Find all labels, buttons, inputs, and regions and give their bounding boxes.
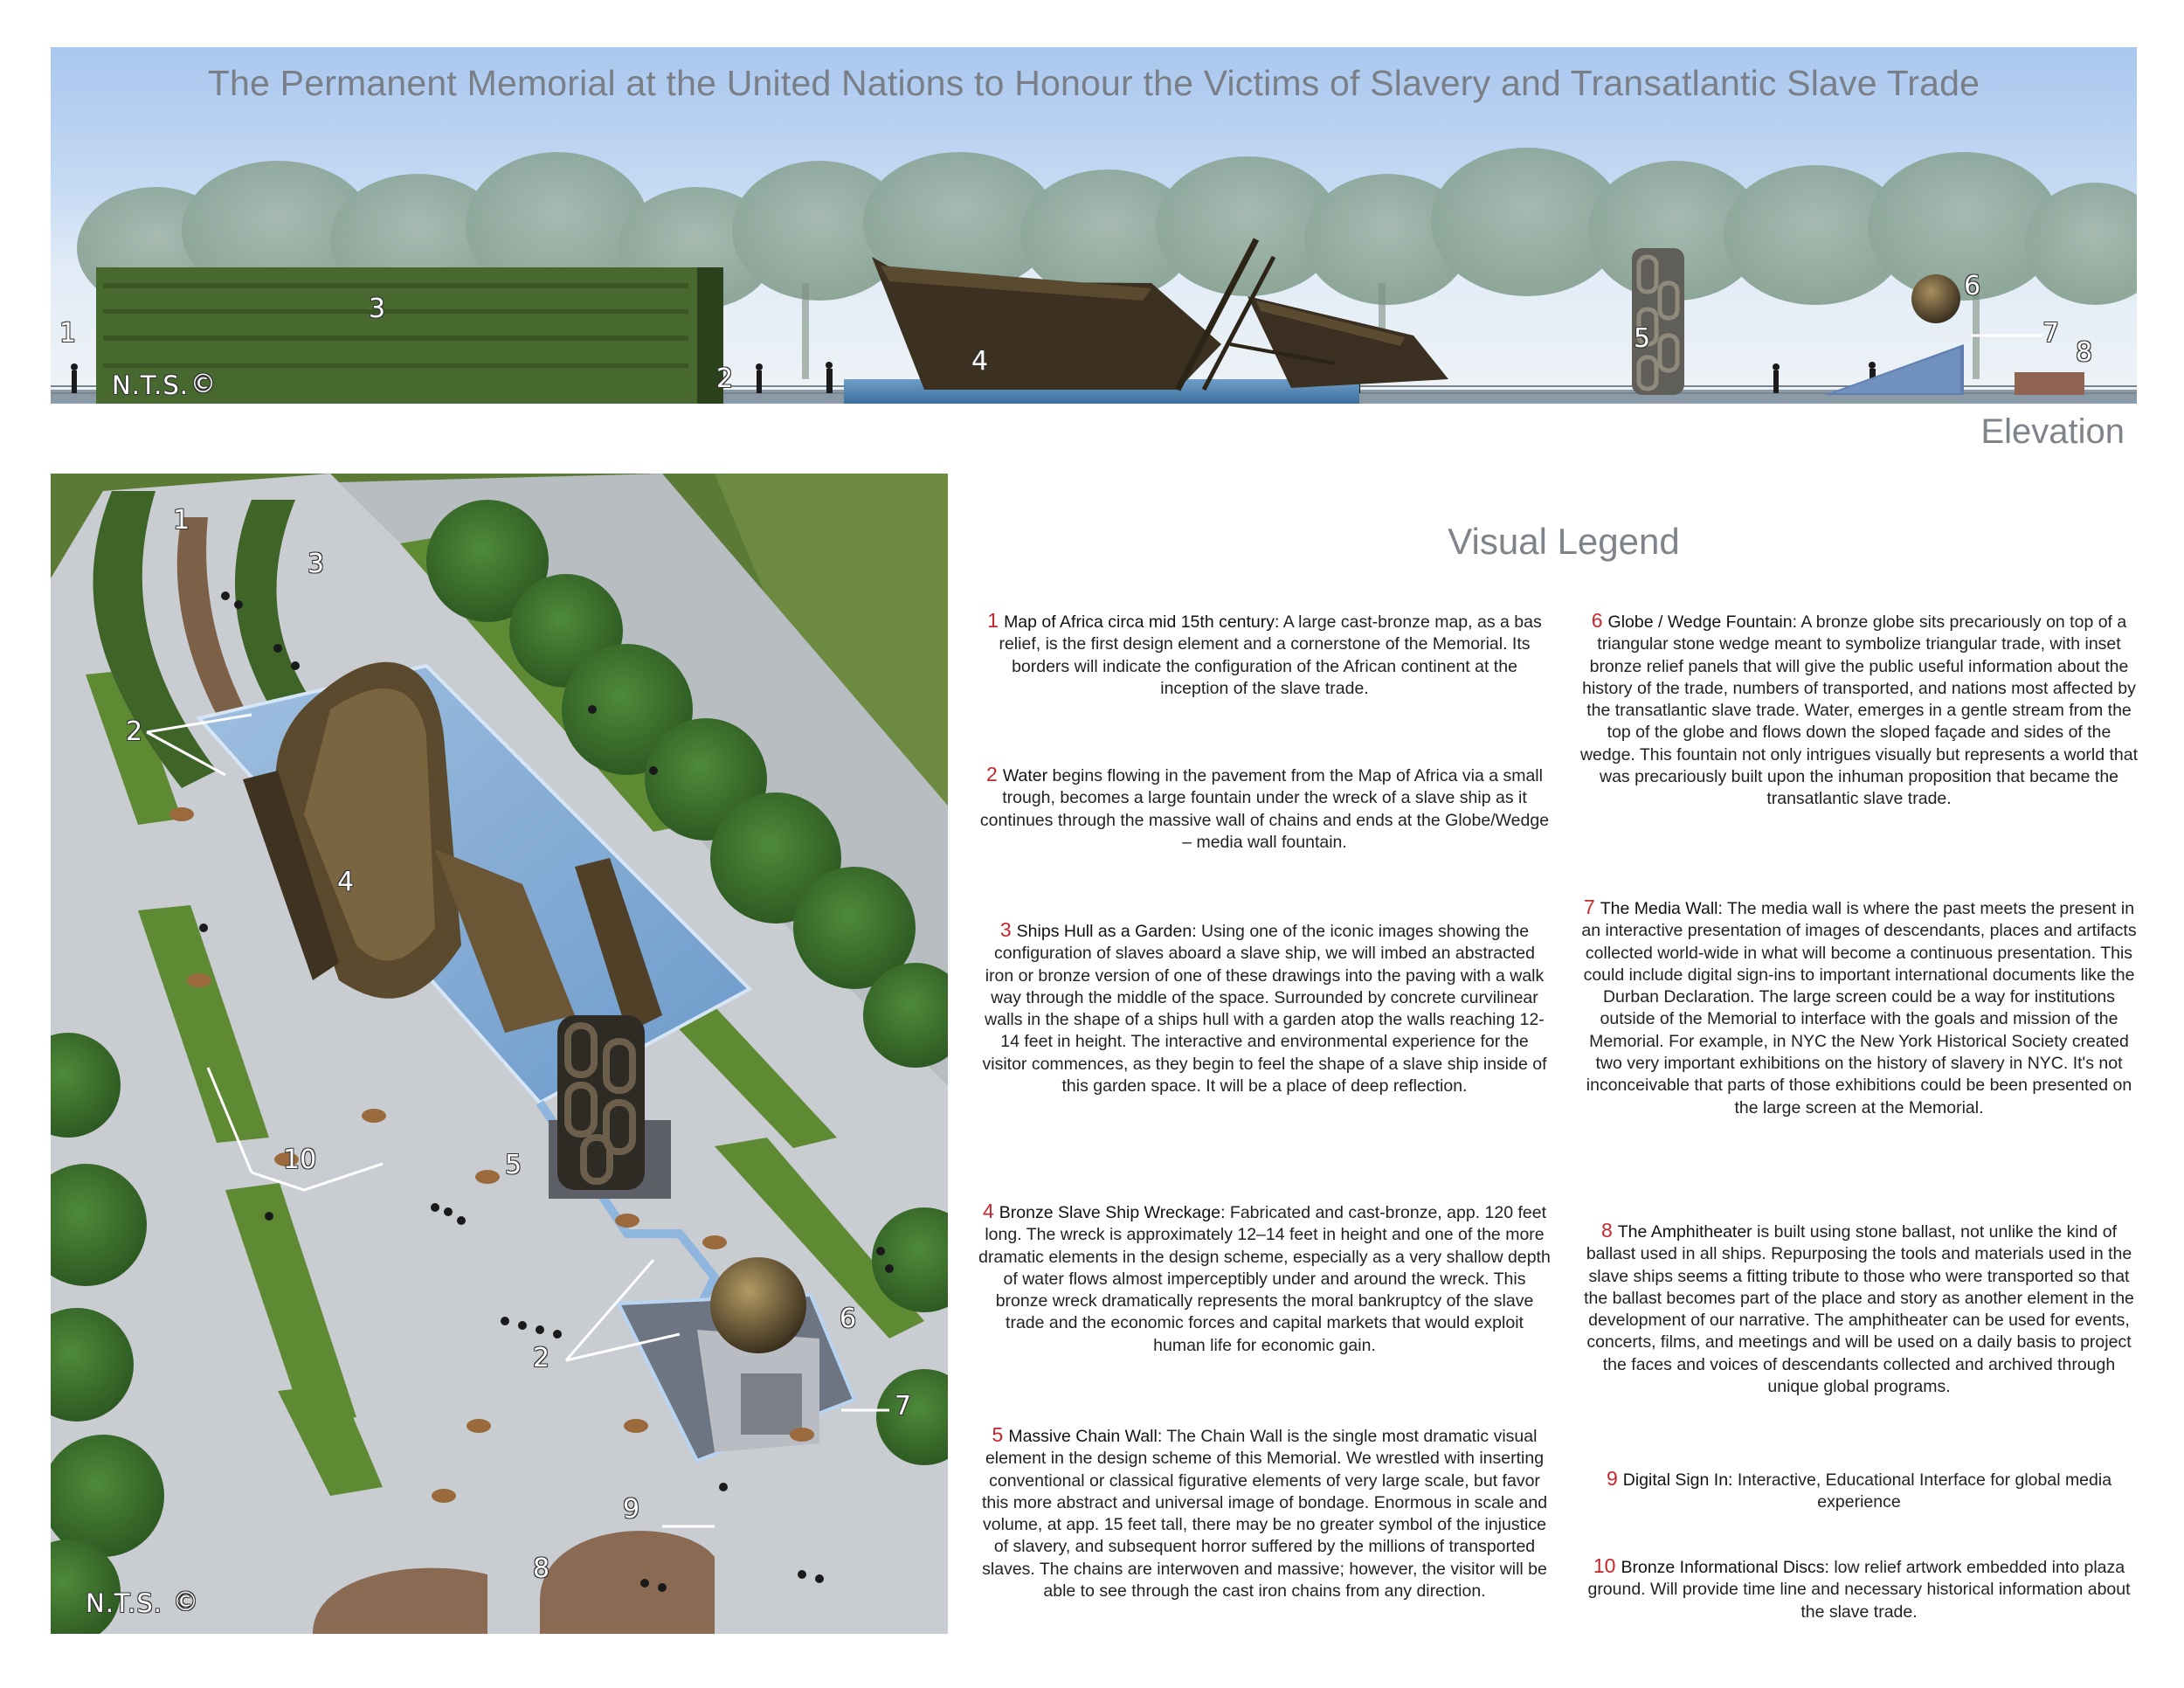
legend-item-name: Ships Hull as a Garden:: [1016, 922, 1197, 941]
legend-item-7: [1579, 896, 2139, 1119]
legend-item-2: [978, 764, 1551, 854]
legend-item-name: Massive Chain Wall:: [1008, 1427, 1163, 1446]
legend-number: 8: [1600, 1219, 1613, 1242]
plan-marker-6: 6: [840, 1304, 857, 1334]
legend-item-name: Globe / Wedge Fountain:: [1607, 612, 1797, 632]
legend-item-text: A large cast-bronze map, as a bas relief, is the first design element and a cornerstone of the Memorial. Its borders will indicate the configuration of the African continent at the inception of the slave trade.: [999, 612, 1542, 698]
elevation-marker-1: 1: [59, 318, 77, 349]
page-title: The Permanent Memorial at the United Nations to Honour the Victims of Slavery and Transatlantic Slave Trade: [207, 63, 1980, 103]
plan-marker-4: 4: [337, 867, 355, 897]
plan-marker-8: 8: [533, 1553, 550, 1584]
legend-number: 2: [986, 763, 998, 785]
legend-number: 1: [987, 609, 999, 632]
elevation-marker-3: 3: [369, 294, 386, 324]
legend-number: 3: [999, 918, 1012, 941]
legend-item-4: [978, 1200, 1551, 1357]
legend-item-text: low relief artwork embedded into plaza ground. Will provide time line and necessary historical information about the slave trade.: [1587, 1558, 2131, 1622]
plan-marker-3: 3: [308, 549, 325, 579]
plan-marker-7: 7: [895, 1391, 912, 1422]
elevation-marker-7: 7: [2042, 318, 2060, 349]
legend-item-8: [1579, 1220, 2139, 1398]
legend-number: 5: [992, 1423, 1004, 1446]
legend-item-name: Bronze Informational Discs:: [1621, 1558, 1829, 1577]
plan-nts-label: N.T.S.: [86, 1588, 163, 1618]
plan-marker-9: 9: [623, 1494, 640, 1525]
plan-marker-5: 5: [505, 1150, 522, 1180]
legend-item-1: [978, 610, 1551, 700]
legend-item-name: Digital Sign In:: [1622, 1470, 1733, 1490]
elevation-nts-label: N.T.S.: [112, 370, 190, 400]
legend-item-6: [1579, 610, 2139, 811]
plan-marker-1: 1: [173, 505, 190, 536]
legend-item-name: The Amphitheater: [1617, 1222, 1752, 1242]
legend-number: 6: [1591, 609, 1603, 632]
legend-item-name: Water: [1002, 766, 1048, 785]
legend-item-text: Using one of the iconic images showing the configuration of slaves aboard a slave ship, we will imbed an abstracted iron or bronze version of one of these drawings into the paving with a walk way through the middle of the space. Surrounded by concrete curvilinear walls in the shape of a ships hull with a garden atop the walls reaching 12-14 feet in height. The interactive and environmental experience for the visitor commences, as they begin to feel the shape of a slave ship inside of this garden space. It will be a place of deep reflection.: [982, 922, 1547, 1097]
elevation-label: Elevation: [1980, 412, 2125, 451]
legend-item-name: The Media Wall:: [1600, 899, 1723, 918]
chain-wall: [1632, 248, 1684, 395]
legend-item-text: Fabricated and cast-bronze, app. 120 feet long. The wreck is approximately 12–14 feet in height and one of the more dramatic elements in the design scheme, especially as a very shallow depth of water flows almost imperceptibly under and around the wreck. This bronze wreck dramatically represents the moral bankruptcy of the slave trade and the economic forces and capital markets that would exploit human life for economic gain.: [978, 1203, 1551, 1355]
legend-item-name: Bronze Slave Ship Wreckage:: [999, 1203, 1226, 1222]
legend-number: 10: [1593, 1554, 1616, 1577]
legend-item-text: is built using stone ballast, not unlike the kind of ballast used in all ships. Repurposing the tools and materials used in the slave ships seems a fitting tribute to those who were transported so that the ballast becomes part of the place and story as another element in the development of our narrative. The amphitheater can be used for events, concerts, films, and meetings and will be used on a daily basis to project the faces and voices of descendants collected and archived through unique global programs.: [1584, 1222, 2134, 1397]
legend-item-text: A bronze globe sits precariously on top of a triangular stone wedge meant to symbolize triangular trade, with inset bronze relief panels that will give the public useful information about the history of the trade, numbers of transported, and nations most affected by the transatlantic slave trade. Water, emerges in a gentle stream from the top of the globe and flows down the sloped façade and sides of the wedge. This fountain not only intrigues visually but represents a world that was precariously built upon the inhuman proposition that became the transatlantic slave trade.: [1579, 612, 2139, 809]
legend-item-9: [1579, 1468, 2139, 1514]
legend-item-3: [978, 919, 1551, 1097]
elevation-rendering: [51, 47, 2137, 404]
legend-item-text: The Chain Wall is the single most dramatic visual element in the design scheme of this Memorial. We wrestled with inserting conventional or classical figurative elements of very large scale, but favor this more abstract and universal image of bondage. Enormous in scale and volume, at app. 15 feet tall, there may be no greater symbol of the injustice of slavery, and subsequent horror suffered by the millions of transported slaves. The chains are interwoven and massive; however, the visitor will be able to see through the cast iron chains from any direction.: [981, 1427, 1548, 1602]
plan-copyright: ©: [173, 1587, 199, 1616]
plan-rendering: [51, 474, 948, 1634]
legend-number: 9: [1606, 1467, 1618, 1490]
legend-item-name: Map of Africa circa mid 15th century:: [1004, 612, 1280, 632]
plan-marker-10: 10: [283, 1145, 317, 1175]
elevation-marker-4: 4: [971, 346, 989, 377]
legend-item-text: begins flowing in the pavement from the Map of Africa via a small trough, becomes a large fountain under the wreck of a slave ship as it continues through the massive wall of chains and ends at the Globe/Wedge – media wall fountain.: [979, 766, 1550, 852]
elevation-marker-8: 8: [2076, 337, 2093, 368]
elevation-copyright: ©: [190, 369, 217, 398]
plan-marker-2b: 2: [533, 1343, 550, 1373]
legend-item-5: [978, 1424, 1551, 1602]
legend-item-10: [1579, 1555, 2139, 1623]
legend-number: 4: [983, 1200, 994, 1222]
legend-item-text: Interactive, Educational Interface for global media experience: [1732, 1470, 2112, 1512]
legend-item-text: The media wall is where the past meets the present in an interactive presentation of images of descendants, places and artifacts collected world-wide in what will become a continuous presentation. This could include digital sign-ins to important international documents like the Durban Declaration. The large screen could be a way for institutions outside of the Memorial to interface with the goals and mission of the Memorial. For example, in NYC the New York Historical Society created two very important exhibitions on the history of slavery in NYC. It's not inconceivable that parts of those exhibitions could be been presented on the large screen at the Memorial.: [1581, 899, 2137, 1117]
amphitheater: [2015, 372, 2084, 395]
elevation-marker-6: 6: [1964, 271, 1981, 301]
plan-scene: [51, 474, 948, 1634]
plan-marker-2: 2: [126, 716, 143, 747]
elevation-marker-5: 5: [1634, 323, 1651, 354]
elevation-marker-2: 2: [716, 363, 734, 394]
legend-number: 7: [1583, 896, 1595, 918]
legend-title: Visual Legend: [1448, 521, 1680, 562]
